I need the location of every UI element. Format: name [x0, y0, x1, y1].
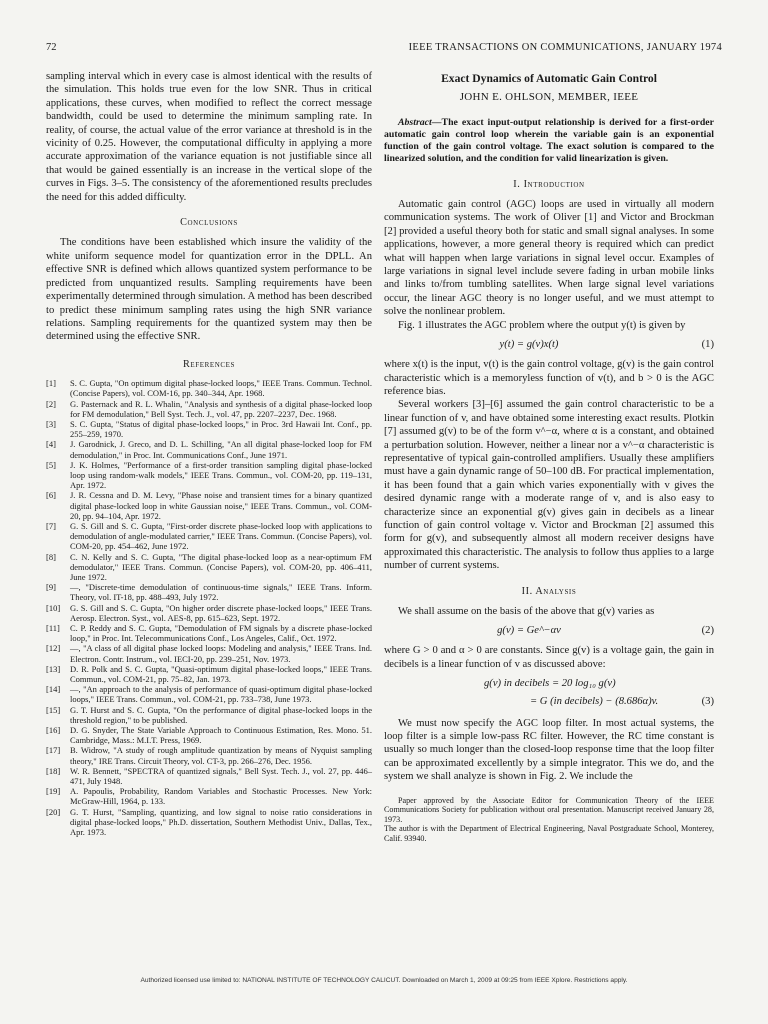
equation-2-number: (2)	[701, 625, 714, 637]
reference-number: [7]	[46, 520, 56, 531]
footnote: Paper approved by the Associate Editor for Communication Theory of the IEEE Communications Society for publication without oral presentation. Manuscript received January 28, 1973. The author is with the Department of Electrical Engineering, Naval Postgraduate School, Monterey, Calif. 93940.	[384, 795, 714, 844]
article-title: Exact Dynamics of Automatic Gain Control	[441, 72, 657, 85]
equation-3-number: (3)	[701, 695, 714, 707]
intro-paragraph-1: Automatic gain control (AGC) loops are used in virtually all modern communication systems. The work of Oliver [1] and Victor and Brockman [2] provided a useful theory both for static and small signal analyses. In some applications, however, a more general theory is required which can predict what will happen when large variations in signal level occur. Examples of large variations in signal level include severe fading in urban mobile links and links to/from tumbling satellites. When large signal level variations occur, the linear AGC theory is no longer useful, and we must attempt to solve the nonlinear problem.	[384, 199, 714, 318]
reference-text: —, "An approach to the analysis of performance of quasi-optimum digital phase-locked loops," IEEE Trans. Commun., vol. COM-21, pp. 733–738, June 1973.	[70, 684, 372, 705]
reference-number: [8]	[46, 551, 56, 562]
equation-1	[384, 338, 714, 352]
reference-number: [10]	[46, 602, 61, 613]
reference-number: [17]	[46, 745, 61, 756]
reference-number: [3]	[46, 418, 56, 429]
reference-item	[46, 419, 372, 439]
reference-text: C. P. Reddy and S. C. Gupta, "Demodulation of FM signals by a discrete phase-locked loop," in Proc. Int. Telecommunications Conf., Los Angeles, Calif., Oct. 1972.	[70, 623, 372, 644]
reference-number: [5]	[46, 459, 56, 470]
abstract-label: Abstract—	[398, 116, 442, 128]
equation-2-body: g(v) = Ge^−αv	[497, 625, 561, 637]
reference-number: [18]	[46, 765, 61, 776]
abstract	[384, 117, 714, 166]
section-analysis-heading: II. Analysis	[521, 585, 577, 597]
reference-text: W. R. Bennett, "SPECTRA of quantized signals," Bell Syst. Tech. J., vol. 27, pp. 446–471, July 1948.	[70, 765, 372, 787]
reference-item	[46, 439, 372, 459]
reference-item	[46, 766, 372, 786]
reference-number: [19]	[46, 786, 61, 797]
reference-item	[46, 623, 372, 643]
reference-item	[46, 807, 372, 838]
reference-number: [6]	[46, 490, 56, 501]
reference-text: G. S. Gill and S. C. Gupta, "First-order discrete phase-locked loop with applications to demodulation of angle-modulated carrier," IEEE Trans. Commun. (Concise Papers), vol. COM-20, pp. 454–462, June 1972.	[70, 520, 372, 552]
equation-1-number: (1)	[701, 339, 714, 351]
analysis-paragraph-2: where G > 0 and α > 0 are constants. Since g(v) is a voltage gain, the gain in decibels is a linear function of v as discussed above:	[384, 645, 714, 670]
reference-number: [13]	[46, 663, 61, 674]
reference-item	[46, 582, 372, 602]
abstract-text: The exact input-output relationship is derived for a first-order automatic gain control loop wherein the variable gain is an exponential function of the gain control voltage. The exact solution is compared to the linearized solution, and the condition for valid linearization is given.	[384, 116, 714, 165]
reference-item	[46, 460, 372, 491]
reference-item	[46, 745, 372, 765]
reference-number: [4]	[46, 439, 56, 450]
equation-3	[384, 695, 714, 709]
intro-paragraph-4: Several workers [3]–[6] assumed the gain control characteristic to be a linear function of v, and have obtained some interesting exact results. Plotkin [7] assumed g(v) to be of the form v^−α, where α is a constant, and obtained a perturbation solution. However, neither a linear nor a v^−α characteristic is representative of typical gain-controlled amplifiers. Usually these amplifiers must have a gain dynamic range of 50–100 dB. For practical implementation, it has been found that a gain which varies exponentially with v gives the desired dynamic range with a moderate range of v, and is also easy to characterize since an exponential g(v) gives gain in decibels as a linear function of gain control voltage v. Victor and Brockman [2] assumed this form for g(v), and subsequently almost all modern receiver designs have approximated this characteristic. The analysis to follow thus applies to a large number of current systems.	[384, 399, 714, 572]
reference-item	[46, 490, 372, 521]
continuation-paragraph: sampling interval which in every case is almost identical with the results of the simulation. This holds true even for the low SNR. Thus in critical applications, these curves, when modified to reflect the correct message bandwidth, could be used to determine the minimum sampling rate. In reality, of course, the actual value of the error variance at threshold is in the vicinity of 0.25. However, the computational difficulty in applying a more accurate approximation of the variance equation is not justifiable since all that would be gained essentially is an increase in the vertical slope of the curves in Figs. 3–5. The consistency of the aforementioned results precludes the need for this added difficulty.	[46, 71, 372, 203]
article-author: JOHN E. OHLSON, MEMBER, IEEE	[459, 91, 639, 104]
journal-title: IEEE TRANSACTIONS ON COMMUNICATIONS, JANUARY 1974	[408, 42, 722, 53]
reference-text: D. G. Snyder, The State Variable Approach to Continuous Estimation, Res. Mono. 51. Cambridge, Mass.: M.I.T. Press, 1969.	[70, 725, 372, 746]
reference-text: —, "Discrete-time demodulation of continuous-time signals," IEEE Trans. Inform. Theory, vol. IT-18, pp. 488–493, July 1972.	[70, 582, 372, 603]
reference-item	[46, 705, 372, 725]
reference-item	[46, 643, 372, 663]
equation-3-line-1: g(v) in decibels = 20 log₁₀ g(v)	[484, 678, 616, 690]
reference-item	[46, 725, 372, 745]
reference-number: [9]	[46, 582, 56, 593]
reference-number: [16]	[46, 725, 61, 736]
reference-number: [14]	[46, 684, 61, 695]
conclusions-paragraph: The conditions have been established which insure the validity of the white uniform sequence model for quantization error in the DPLL. An effective SNR is defined which allows quantized system performance to be predicted from unquantized results. Sampling requirements have been experimentally determined through simulation. A method has been described to predict these minimum sampling rates using the high SNR variance relations. Sampling requirements for the quantized system may then be determined using the effective SNR.	[46, 237, 372, 343]
intro-paragraph-2: Fig. 1 illustrates the AGC problem where the output y(t) is given by	[398, 319, 686, 331]
reference-text: G. S. Gill and S. C. Gupta, "On higher order discrete phase-locked loops," IEEE Trans. Aerosp. Electron. Syst., vol. AES-8, pp. 615–623, Sept. 1972.	[70, 602, 372, 623]
reference-list	[46, 378, 372, 837]
reference-item	[46, 521, 372, 552]
equation-2	[384, 624, 714, 638]
reference-text: B. Widrow, "A study of rough amplitude quantization by means of Nyquist sampling theory," IRE Trans. Circuit Theory, vol. CT-3, pp. 266–276, Dec. 1956.	[70, 745, 372, 766]
section-introduction-heading: I. Introduction	[513, 178, 585, 190]
reference-text: A. Papoulis, Probability, Random Variables and Stochastic Processes. New York: McGraw-Hill, 1964, p. 133.	[70, 786, 372, 807]
reference-item	[46, 664, 372, 684]
reference-text: D. R. Polk and S. C. Gupta, "Quasi-optimum digital phase-locked loops," IEEE Trans. Commun., vol. COM-21, pp. 75–82, Jan. 1973.	[70, 663, 372, 685]
reference-text: G. Pasternack and R. L. Whalin, "Analysis and synthesis of a digital phase-locked loop for FM demodulation," Bell Syst. Tech. J., vol. 47, pp. 2207–2237, Dec. 1968.	[70, 398, 372, 419]
running-header	[46, 42, 722, 58]
reference-item	[46, 684, 372, 704]
equation-3-line-2: = G (in decibels) − (8.686α)v.	[530, 695, 659, 707]
page-number: 72	[46, 42, 57, 53]
reference-text: S. C. Gupta, "On optimum digital phase-locked loops," IEEE Trans. Commun. Technol. (Concise Papers), vol. COM-16, pp. 340–344, Apr. 1968.	[70, 378, 372, 399]
reference-number: [1]	[46, 378, 56, 389]
reference-item	[46, 399, 372, 419]
download-notice: Authorized licensed use limited to: NATIONAL INSTITUTE OF TECHNOLOGY CALICUT. Downloaded on March 1, 2009 at 09:25 from IEEE Xplore. Restrictions apply.	[140, 977, 628, 984]
analysis-paragraph-1: We shall assume on the basis of the above that g(v) varies as	[398, 606, 655, 617]
reference-text: J. R. Cessna and D. M. Levy, "Phase noise and transient times for a binary quantized digital phase-locked loop in white Gaussian noise," IEEE Trans. Commun., vol. COM-20, pp. 94–104, Apr. 1972.	[70, 490, 372, 521]
reference-text: C. N. Kelly and S. C. Gupta, "The digital phase-locked loop as a near-optimum FM demodulator," IEEE Trans. Commun. (Concise Papers), vol. COM-20, pp. 406–411, June 1972.	[70, 551, 372, 582]
intro-paragraph-3: where x(t) is the input, v(t) is the gain control voltage, g(v) is the gain control characteristic which is a memoryless function of v(t), and b > 0 is the AGC reference bias.	[384, 359, 714, 397]
reference-text: G. T. Hurst, "Sampling, quantizing, and low signal to noise ratio considerations in digital phase-locked loops," Ph.D. dissertation, Southern Methodist Univ., Dallas, Tex., Apr. 1973.	[70, 806, 372, 838]
reference-item	[46, 552, 372, 583]
reference-text: G. T. Hurst and S. C. Gupta, "On the performance of digital phase-locked loops in the threshold region," to be published.	[70, 704, 372, 725]
reference-number: [12]	[46, 643, 61, 654]
reference-item	[46, 378, 372, 398]
reference-number: [20]	[46, 806, 61, 817]
reference-text: J. Garodnick, J. Greco, and D. L. Schilling, "An all digital phase-locked loop for FM demodulation," in Proc. Int. Communications Conf., June 1971.	[70, 439, 372, 460]
references-heading: References	[182, 358, 236, 370]
conclusions-heading: Conclusions	[180, 217, 238, 229]
reference-item	[46, 786, 372, 806]
equation-1-body: y(t) = g(v)x(t)	[499, 339, 559, 351]
left-column	[46, 70, 372, 837]
reference-number: [2]	[46, 398, 56, 409]
reference-number: [11]	[46, 623, 60, 633]
reference-text: S. C. Gupta, "Status of digital phase-locked loops," in Proc. 3rd Hawaii Int. Conf., pp. 255–259, 1970.	[70, 418, 372, 440]
reference-item	[46, 603, 372, 623]
reference-text: —, "A class of all digital phase locked loops: Modeling and analysis," IEEE Trans. Ind. Electron. Contr. Instrum., vol. IECI-20, pp. 239–251, Nov. 1973.	[70, 643, 372, 664]
analysis-paragraph-3: We must now specify the AGC loop filter. In most actual systems, the loop filter is a simple low-pass RC filter. However, the RC time constant is usually so much longer than the closed-loop response time that the loop filter can be approximated excellently by a simple integrator. This we do, and the system we shall analyze is shown in Fig. 2. We include the	[384, 717, 714, 783]
reference-text: J. K. Holmes, "Performance of a first-order transition sampling digital phase-locked loop using random-walk models," IEEE Trans. Commun., vol. COM-20, pp. 119–131, Apr. 1972.	[70, 459, 372, 491]
right-column	[384, 70, 714, 844]
reference-number: [15]	[46, 704, 61, 715]
